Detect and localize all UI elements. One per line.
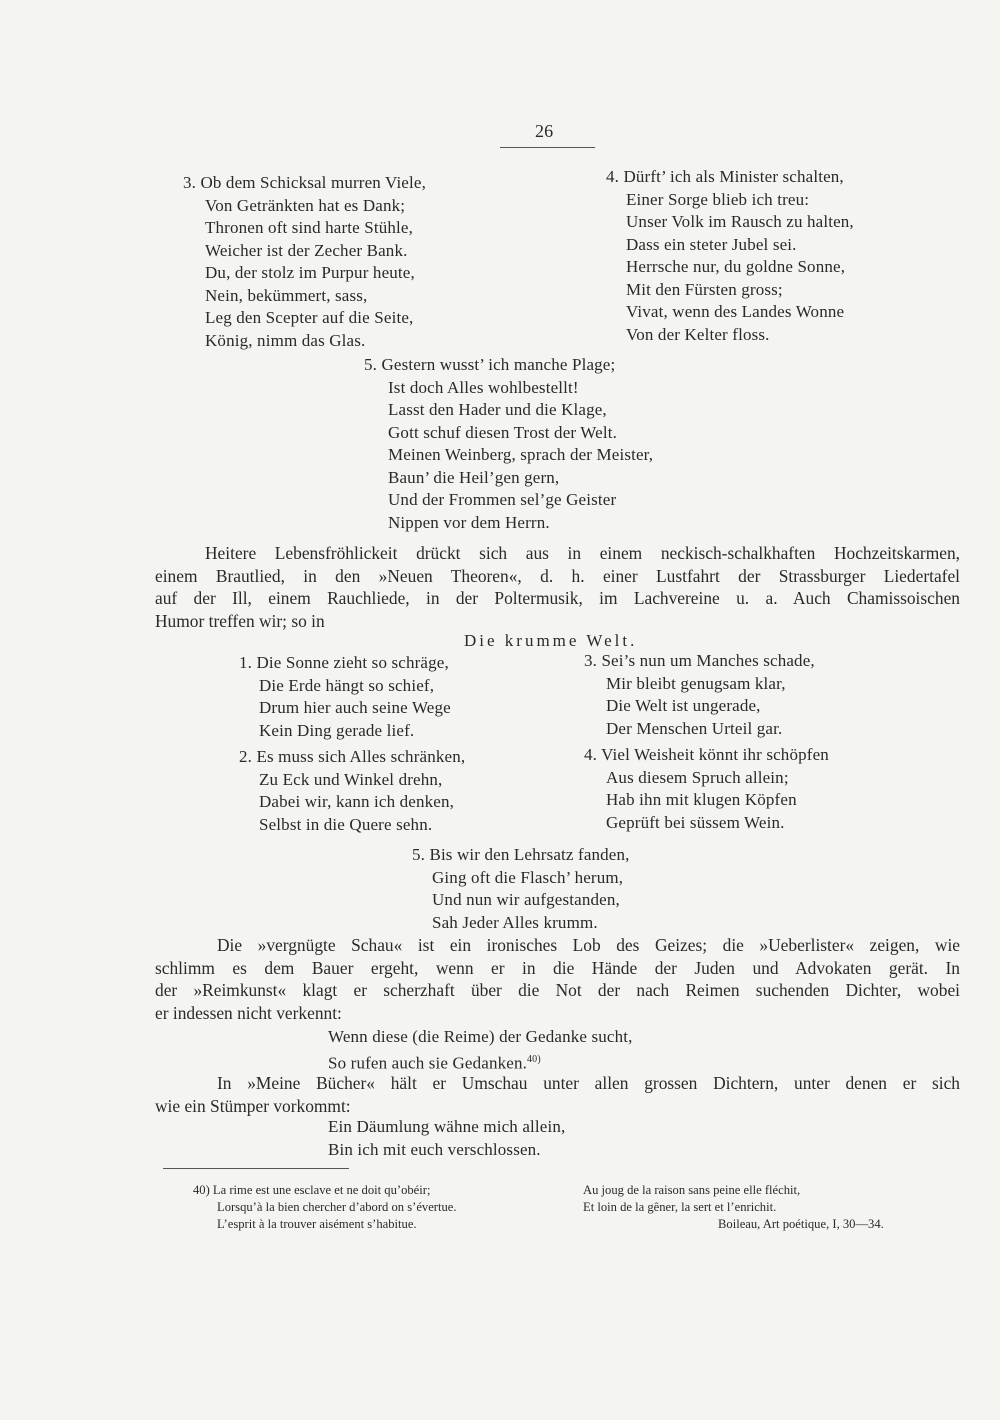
poem2-stanza2 — [239, 746, 465, 836]
verse-line: Dass ein steter Jubel sei. — [626, 234, 797, 254]
verse-line: Die Welt ist ungerade, — [606, 696, 761, 715]
verse-line: Lasst den Hader und die Klage, — [388, 400, 607, 419]
verse-line: Herrsche nur, du goldne Sonne, — [626, 257, 846, 276]
verse-line: Unser Volk im Rausch zu halten, — [626, 212, 854, 231]
footnote-line: L’esprit à la trouver aisément s’habitue. — [217, 1217, 417, 1231]
verse-line: Vivat, wenn des Landes Wonne — [626, 302, 845, 321]
verse-line: Hab ihn mit klugen Köpfen — [606, 790, 797, 809]
quote-1 — [328, 1026, 633, 1075]
paragraph-line: Humor treffen wir; so in — [155, 610, 325, 631]
quote-line: Ein Däumlung wähne mich allein, — [328, 1117, 566, 1136]
verse-line: Baun’ die Heil’gen gern, — [388, 467, 560, 487]
verse-line: Von der Kelter floss. — [626, 324, 770, 344]
verse-line: Von Getränkten hat es Dank; — [205, 195, 406, 215]
poem1-stanza4 — [606, 166, 854, 346]
poem1-stanza5 — [364, 354, 653, 534]
paragraph-line: einem Brautlied, in den »Neuen Theoren«, d. h. einer Lustfahrt der Strassburger Liedertafel — [155, 565, 960, 586]
verse-line: Der Menschen Urteil gar. — [606, 718, 783, 738]
verse-line: 2. Es muss sich Alles schränken, — [239, 747, 466, 766]
footnote-line: Lorsqu’à la bien chercher d’abord on s’évertue. — [217, 1200, 457, 1214]
paragraph-line: schlimm es dem Bauer ergeht, wenn er in die Hände der Juden und Advokaten gerät. In — [155, 957, 960, 978]
footnote-line: Au joug de la raison sans peine elle fléchit, — [583, 1183, 801, 1197]
verse-line: Geprüft bei süssem Wein. — [606, 812, 785, 832]
poem2-stanza1 — [239, 652, 451, 742]
verse-line: Mit den Fürsten gross; — [626, 279, 783, 299]
footnote-right — [583, 1182, 800, 1216]
verse-line: 3. Sei’s nun um Manches schade, — [584, 651, 815, 670]
paragraph-line: der »Reimkunst« klagt er scherzhaft über die Not der nach Reimen suchenden Dichter, wobei — [155, 980, 960, 1000]
footnote-rule — [163, 1168, 349, 1169]
verse-line: 4. Viel Weisheit könnt ihr schöpfen — [584, 745, 829, 764]
quote-line — [328, 1049, 633, 1075]
verse-line: Einer Sorge blieb ich treu: — [626, 189, 810, 209]
paragraph-3 — [155, 1072, 960, 1117]
quote-line: Wenn diese (die Reime) der Gedanke sucht, — [328, 1027, 633, 1046]
verse-line: Gott schuf diesen Trost der Welt. — [388, 422, 617, 442]
paragraph-line: Heitere Lebensfröhlickeit drückt sich aus in einem neckisch-schalkhaften Hochzeitskarmen, — [205, 543, 960, 563]
poem2-stanza5 — [412, 844, 630, 934]
paragraph-line: auf der Ill, einem Rauchliede, in der Poltermusik, im Lachvereine u. a. Auch Chamissoischen — [155, 588, 960, 608]
verse-line: Nein, bekümmert, sass, — [205, 285, 368, 305]
footnote-ref: 40) — [527, 1053, 541, 1065]
verse-line: Nippen vor dem Herrn. — [388, 512, 550, 532]
verse-line: Sah Jeder Alles krumm. — [432, 912, 598, 932]
verse-line: Und nun wir aufgestanden, — [432, 890, 620, 909]
verse-line: Du, der stolz im Purpur heute, — [205, 263, 415, 282]
poem2-stanza3 — [584, 650, 815, 740]
verse-line: Zu Eck und Winkel drehn, — [259, 769, 443, 789]
verse-line: 5. Bis wir den Lehrsatz fanden, — [412, 845, 630, 864]
verse-line: Weicher ist der Zecher Bank. — [205, 240, 408, 260]
footnote-line: Et loin de la gêner, la sert et l’enrichit. — [583, 1200, 777, 1214]
paragraph-line: Die »vergnügte Schau« ist ein ironisches Lob des Geizes; die »Ueberlister« zeigen, wie — [217, 935, 960, 955]
verse-line: Leg den Scepter auf die Seite, — [205, 308, 414, 327]
quote-line: Bin ich mit euch verschlossen. — [328, 1139, 541, 1159]
poem2-title: Die krumme Welt. — [464, 631, 638, 650]
verse-line: König, nimm das Glas. — [205, 330, 366, 350]
verse-line: 4. Dürft’ ich als Minister schalten, — [606, 167, 844, 186]
verse-line: Und der Frommen sel’ge Geister — [388, 490, 617, 509]
verse-line: Selbst in die Quere sehn. — [259, 814, 433, 834]
paragraph-line: er indessen nicht verkennt: — [155, 1002, 342, 1023]
verse-line: Dabei wir, kann ich denken, — [259, 792, 455, 811]
verse-line: Meinen Weinberg, sprach der Meister, — [388, 445, 654, 464]
poem1-stanza3 — [183, 172, 426, 352]
paragraph-2 — [155, 934, 960, 1024]
verse-line: Ist doch Alles wohlbestellt! — [388, 377, 579, 397]
footnote-line: 40) La rime est une esclave et ne doit qu’obéir; — [193, 1183, 431, 1197]
verse-line: 1. Die Sonne zieht so schräge, — [239, 653, 449, 672]
paragraph-1 — [155, 542, 960, 632]
footnote-source: Boileau, Art poétique, I, 30—34. — [718, 1217, 884, 1231]
verse-line: Mir bleibt genugsam klar, — [606, 673, 786, 693]
paragraph-line: In »Meine Bücher« hält er Umschau unter allen grossen Dichtern, unter denen er sich — [217, 1073, 960, 1093]
paragraph-line: wie ein Stümper vorkommt: — [155, 1095, 351, 1116]
verse-line: 5. Gestern wusst’ ich manche Plage; — [364, 355, 616, 374]
verse-line: Aus diesem Spruch allein; — [606, 767, 789, 787]
verse-line: Die Erde hängt so schief, — [259, 675, 435, 695]
page-number-rule — [500, 147, 595, 148]
poem2-stanza4 — [584, 744, 829, 834]
verse-line: Thronen oft sind harte Stühle, — [205, 218, 413, 237]
page-number: 26 — [535, 121, 554, 141]
verse-line: Kein Ding gerade lief. — [259, 720, 415, 740]
verse-line: Ging oft die Flasch’ herum, — [432, 867, 624, 887]
footnote-left — [193, 1182, 457, 1233]
quote-2 — [328, 1116, 565, 1161]
verse-line: Drum hier auch seine Wege — [259, 698, 451, 717]
verse-line: 3. Ob dem Schicksal murren Viele, — [183, 173, 426, 192]
quote-line-text: So rufen auch sie Gedanken. — [328, 1053, 528, 1073]
